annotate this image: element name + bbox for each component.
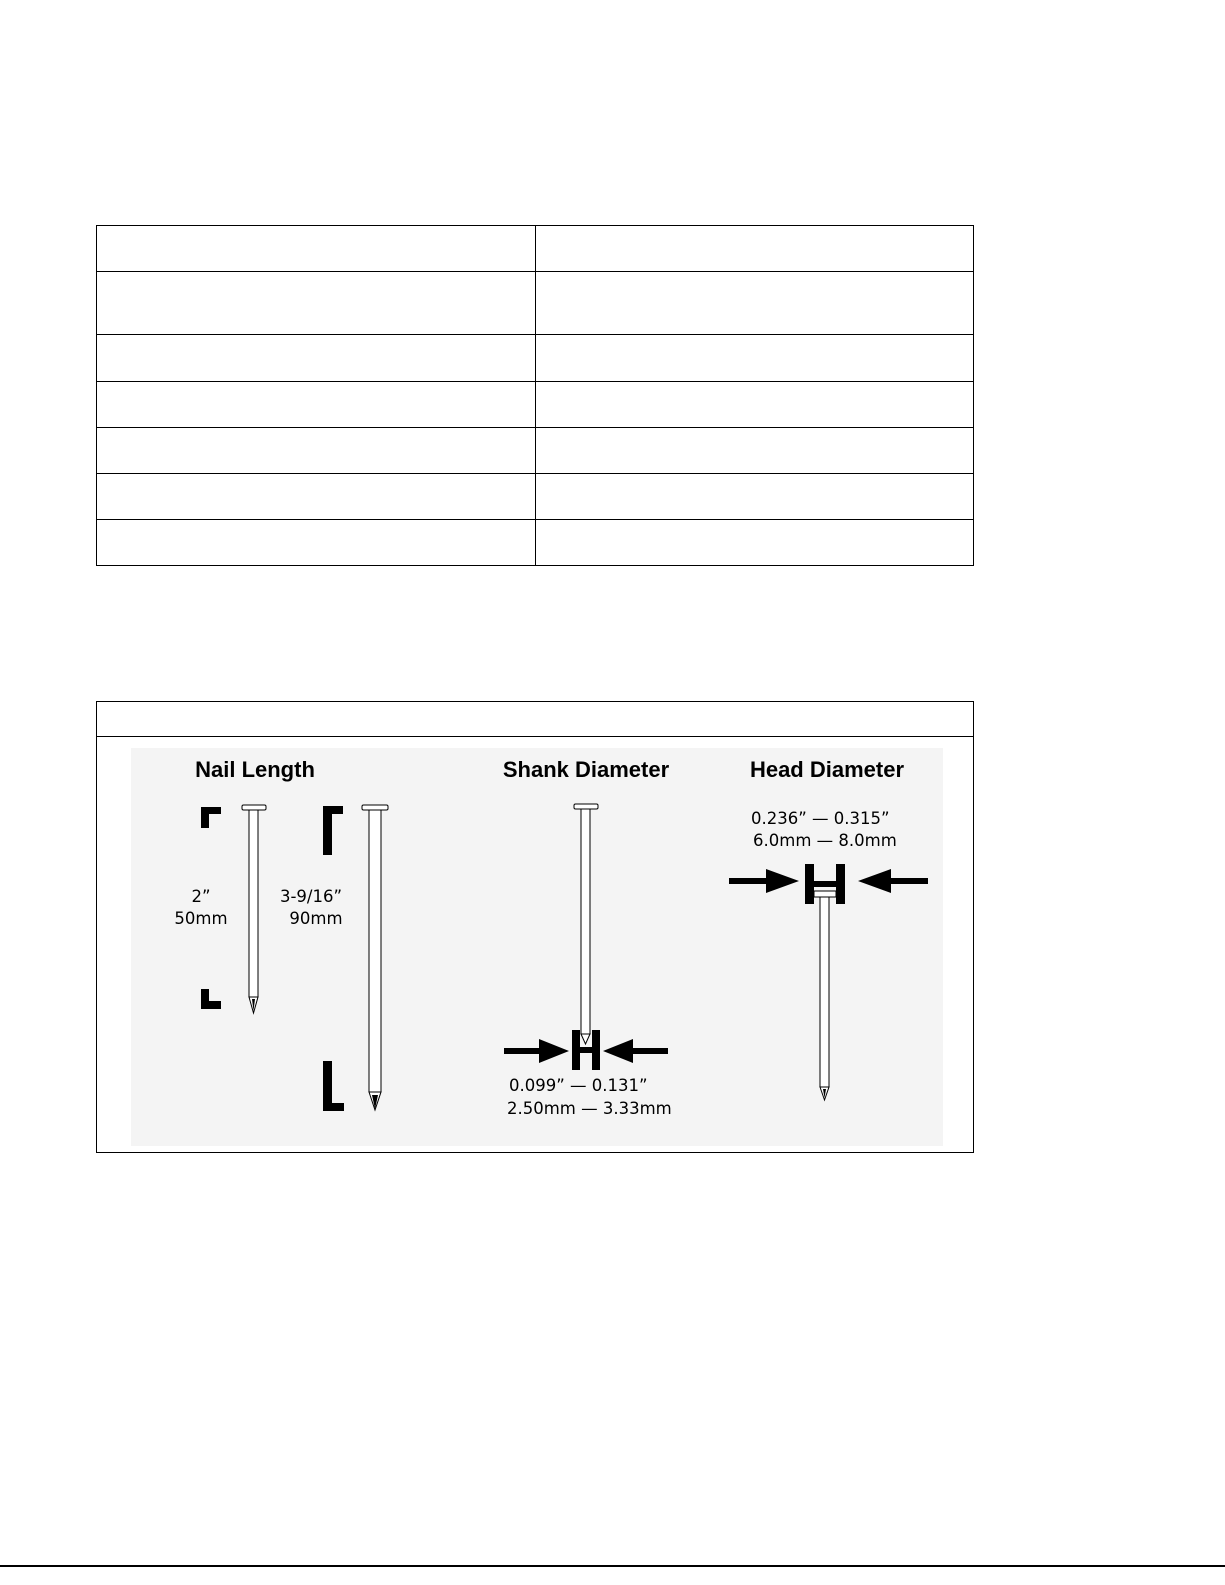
head-nail-icon (814, 891, 836, 1100)
long-nail-icon (362, 805, 388, 1110)
bottom-bracket-long-icon (323, 1061, 344, 1111)
table-cell (97, 382, 536, 428)
table-cell (97, 428, 536, 474)
spec-table (96, 225, 974, 566)
shank-nail-icon (574, 804, 598, 1044)
short-length-inch: 2” (191, 887, 211, 906)
table-cell (97, 335, 536, 382)
table-cell (97, 520, 536, 566)
nail-length-title: Nail Length (195, 757, 315, 782)
table-row (97, 272, 974, 335)
table-cell (535, 520, 974, 566)
head-range-mm: 6.0mm — 8.0mm (753, 831, 897, 850)
nail-diagram-panel (131, 748, 943, 1146)
shank-arrow-right-icon (603, 1039, 668, 1063)
head-diameter-title: Head Diameter (749, 757, 905, 782)
shank-arrow-left-icon (504, 1039, 569, 1063)
top-bracket-long-icon (323, 806, 343, 855)
nail-spec-figure-box (96, 701, 974, 1153)
table-cell (535, 428, 974, 474)
table-row (97, 382, 974, 428)
table-row (97, 474, 974, 520)
table-cell (535, 272, 974, 335)
table-cell (97, 474, 536, 520)
table-row (97, 226, 974, 272)
head-arrow-left-icon (729, 869, 799, 893)
short-length-mm: 50mm (174, 909, 228, 928)
table-cell (535, 382, 974, 428)
long-length-inch: 3-9/16” (279, 887, 343, 906)
table-row (97, 335, 974, 382)
shank-range-inch: 0.099” — 0.131” (509, 1076, 648, 1095)
short-nail-icon (242, 805, 266, 1013)
head-arrow-right-icon (858, 869, 928, 893)
page-bottom-rule (0, 1565, 1225, 1567)
shank-range-mm: 2.50mm — 3.33mm (507, 1099, 672, 1118)
table-cell (535, 335, 974, 382)
figure-header (97, 702, 973, 737)
table-cell (535, 226, 974, 272)
table-row (97, 428, 974, 474)
top-bracket-short-icon (201, 807, 221, 828)
nail-diagram (131, 748, 943, 1146)
head-range-inch: 0.236” — 0.315” (751, 809, 890, 828)
table-row (97, 520, 974, 566)
long-length-mm: 90mm (289, 909, 343, 928)
bottom-bracket-short-icon (201, 989, 221, 1009)
table-cell (97, 272, 536, 335)
shank-diameter-title: Shank Diameter (502, 757, 670, 782)
table-cell (97, 226, 536, 272)
table-cell (535, 474, 974, 520)
